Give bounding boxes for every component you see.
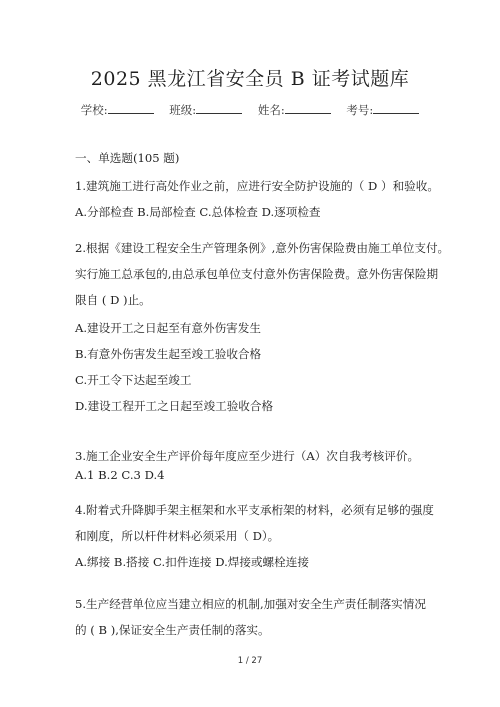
exam-number-blank [373, 102, 419, 114]
name-blank [285, 102, 331, 114]
exam-number-field [346, 102, 419, 118]
question-1-stem: 1.建筑施工进行高处作业之前，应进行安全防护设施的（ D ）和验收。 [75, 179, 439, 193]
question-1-options: A.分部检查 B.局部检查 C.总体检查 D.逐项检查 [75, 205, 321, 219]
name-label: 姓名: [257, 103, 285, 117]
school-blank [108, 102, 154, 114]
section-heading: 一、单选题(105 题) [75, 151, 180, 165]
class-blank [196, 102, 242, 114]
name-field [258, 102, 331, 118]
question-2-stem-line-3: 限自 ( D )止。 [75, 293, 151, 307]
question-4-stem-line-1: 4.附着式升降脚手架主框架和水平支承桁架的材料，必须有足够的强度 [75, 503, 434, 517]
page-number: 1 / 27 [237, 656, 263, 666]
school-label: 学校: [80, 103, 108, 117]
question-2-option-b: B.有意外伤害发生起至竣工验收合格 [75, 347, 262, 361]
question-2-option-a: A.建设开工之日起至有意外伤害发生 [75, 321, 261, 335]
question-5-stem-line-2: 的 ( B ),保证安全生产责任制的落实。 [75, 623, 270, 637]
question-2-option-c: C.开工令下达起至竣工 [75, 373, 192, 387]
school-field [81, 102, 154, 118]
class-label: 班级: [169, 103, 197, 117]
question-5-stem-line-1: 5.生产经营单位应当建立相应的机制,加强对安全生产责任制落实情况 [75, 597, 426, 611]
question-3-options: A.1 B.2 C.3 D.4 [75, 468, 165, 482]
question-2-stem-line-1: 2.根据《建设工程安全生产管理条例》,意外伤害保险费由施工单位支付。 [75, 241, 450, 255]
question-3-stem: 3.施工企业安全生产评价每年度应至少进行（A）次自我考核评价。 [75, 449, 420, 463]
question-4-stem-line-2: 和刚度，所以杆件材料必须采用（ D）。 [75, 529, 280, 543]
exam-number-label: 考号: [346, 103, 374, 117]
class-field [169, 102, 242, 118]
question-2-option-d: D.建设工程开工之日起至竣工验收合格 [75, 399, 274, 413]
question-2-stem-line-2: 实行施工总承包的,由总承包单位支付意外伤害保险费。意外伤害保险期 [75, 267, 439, 281]
student-info-row [0, 102, 500, 118]
document-title: 2025 黑龙江省安全员 B 证考试题库 [90, 68, 410, 90]
question-4-options: A.绑接 B.搭接 C.扣件连接 D.焊接或螺栓连接 [75, 555, 309, 569]
